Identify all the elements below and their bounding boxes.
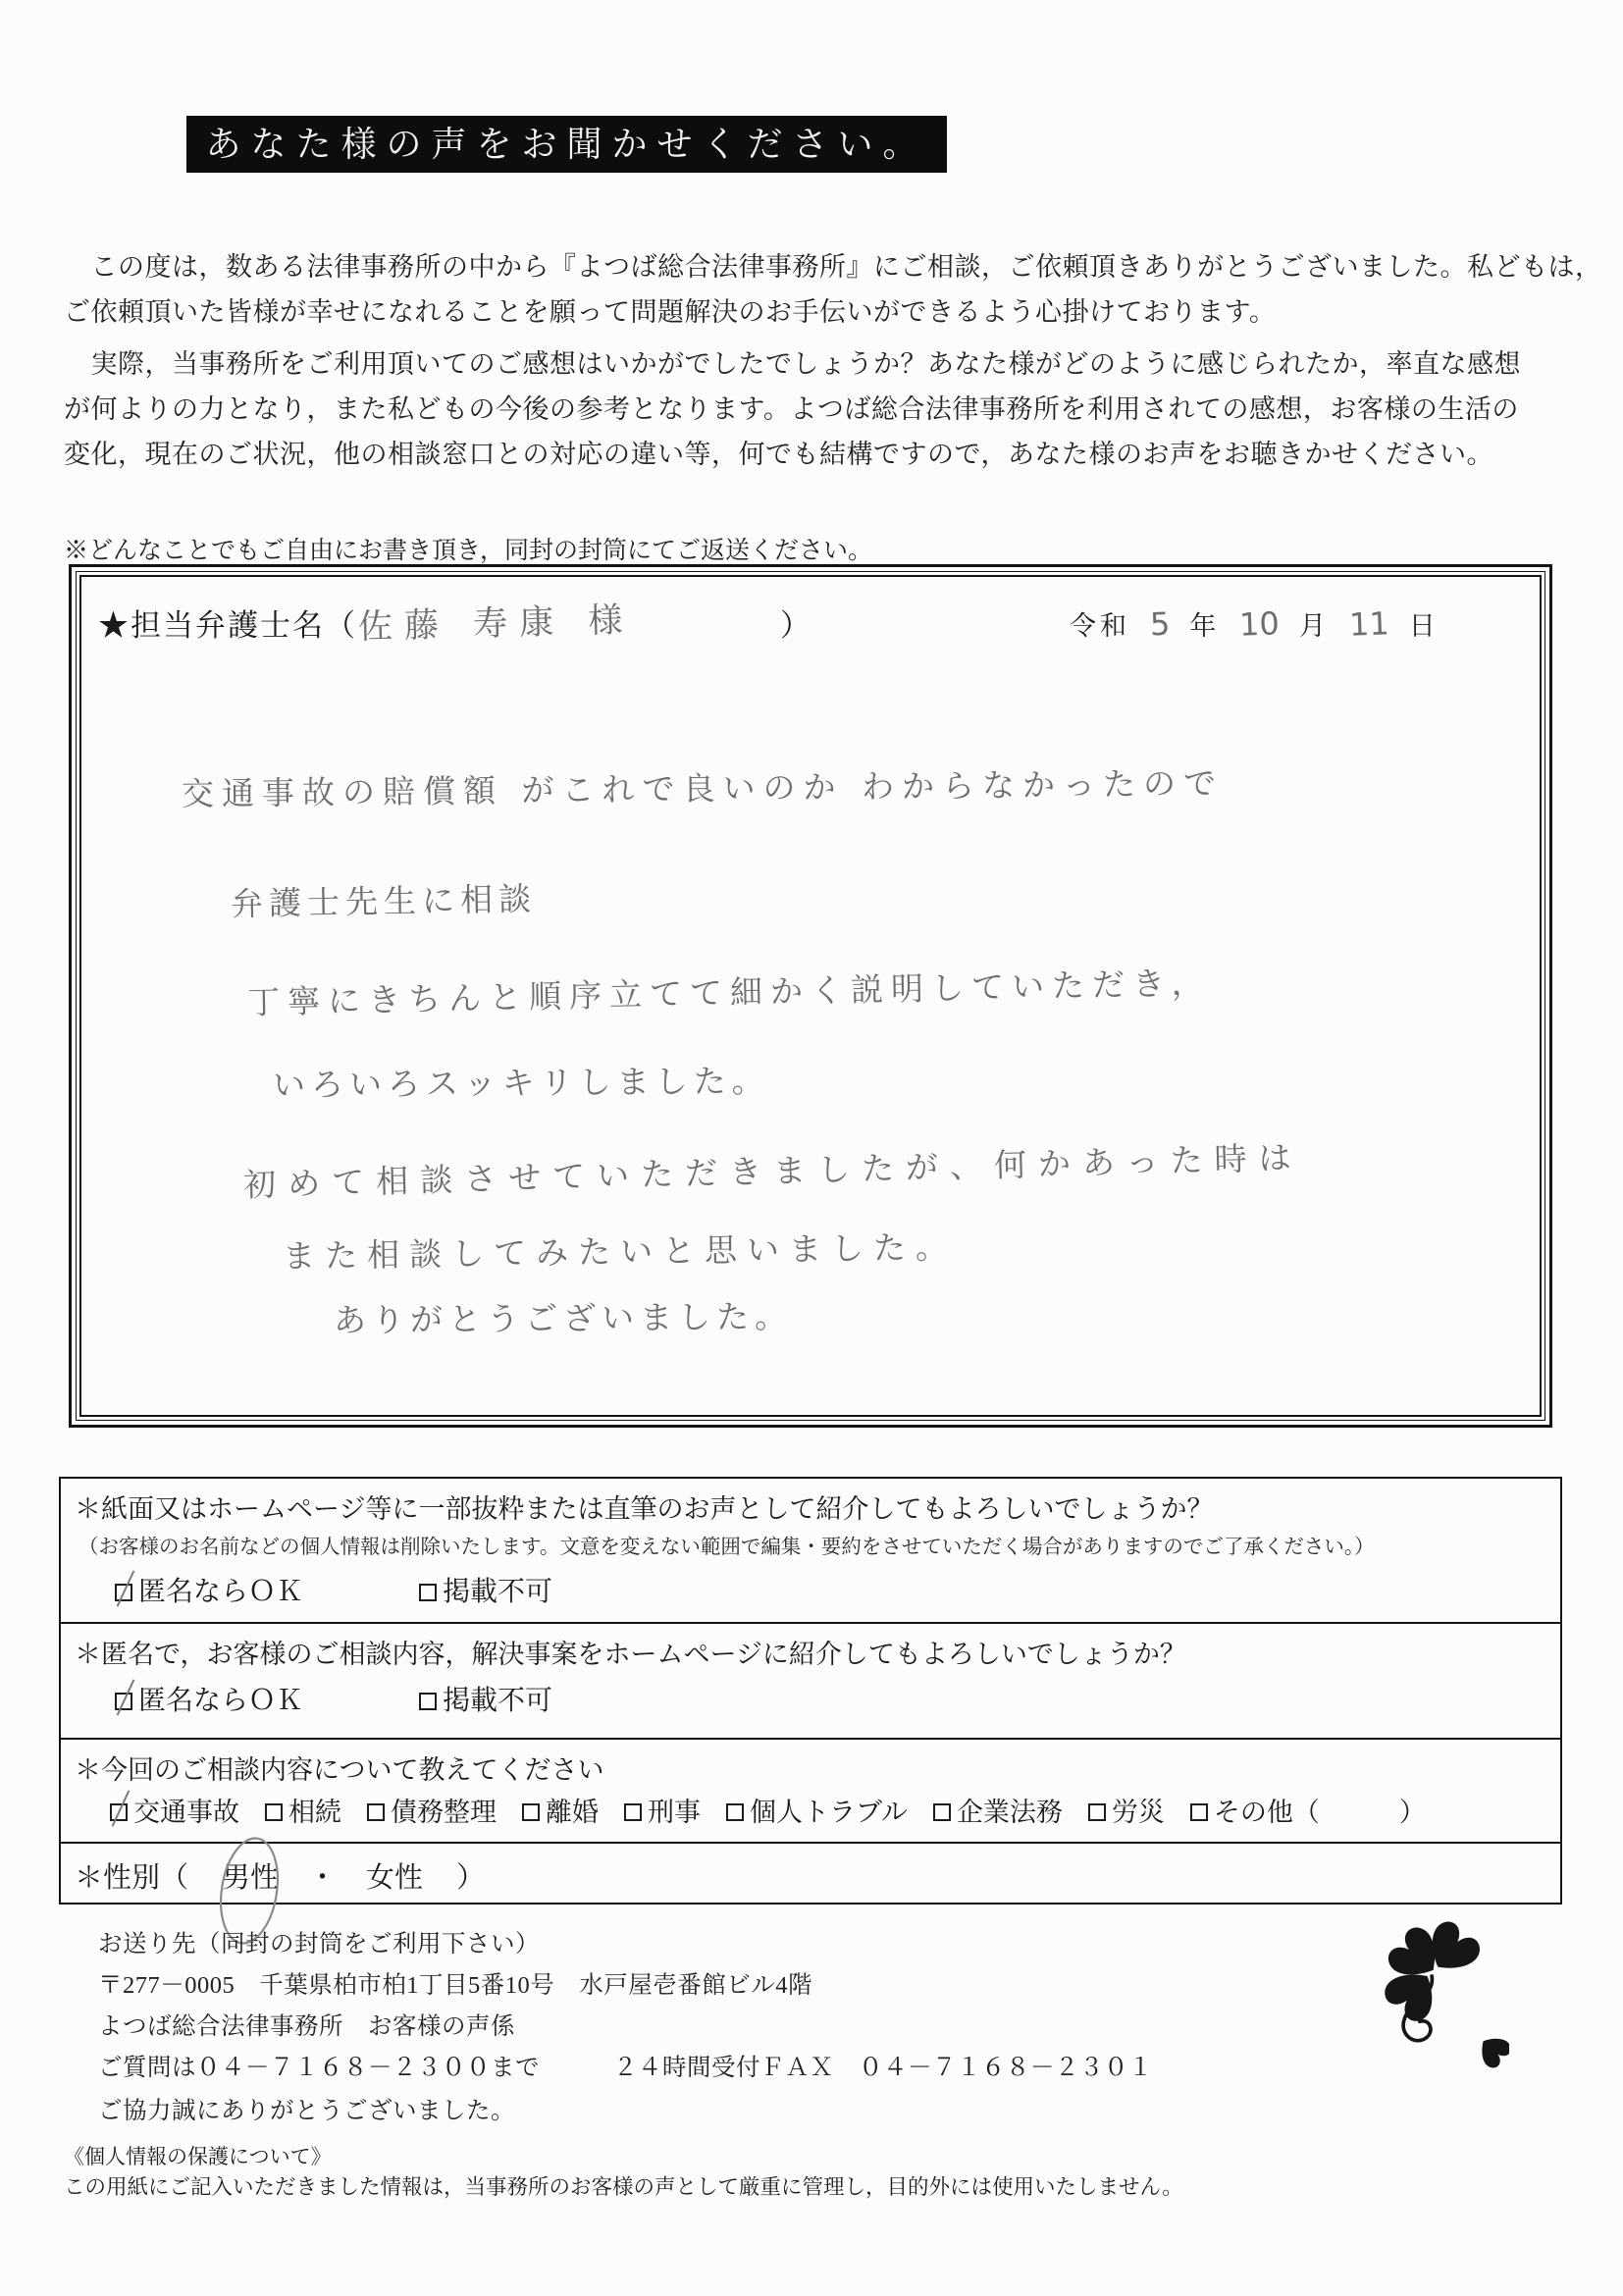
checkbox-empty-icon — [419, 1693, 437, 1710]
gender-female: 女性 — [366, 1862, 424, 1894]
handwriting-line: 初めて相談させていただきましたが、何かあった時は — [242, 1137, 1304, 1205]
option-label: 掲載不可 — [443, 1686, 553, 1716]
question-header: ＊紙面又はホームページ等に一部抜粋または直筆のお声として紹介してもよろしいでしょうか？ — [75, 1494, 1214, 1524]
gender-separator: ・ — [308, 1862, 338, 1894]
handwriting-line: 丁寧にきちんと順序立てて細かく説明していただき， — [246, 963, 1213, 1022]
intro-line: 変化，現在のご状況，他の相談窓口との対応の違い等，何でも結構ですので，あなた様のお声をお聴きかせください。 — [64, 440, 1493, 469]
question-header: ＊匿名で，お客様のご相談内容，解決事案をホームページに紹介してもよろしいでしょうか？ — [75, 1640, 1186, 1669]
topic-divorce: 離婚 — [522, 1791, 599, 1829]
question-options — [115, 1570, 552, 1609]
checkbox-checked-icon — [110, 1803, 128, 1821]
option-anonymous-ok — [115, 1570, 303, 1609]
topic-corporate: 企業法務 — [933, 1791, 1063, 1829]
question-note: （お客様のお名前などの個人情報は削除いたします。文意を変えない範囲で編集・要約をさせていただく場合がありますのでご了承ください。） — [79, 1537, 1375, 1558]
option-label: 匿名ならＯＫ — [138, 1686, 304, 1716]
footer-thanks: ご協力誠にありがとうございました。 — [98, 2098, 515, 2124]
checkbox-empty-icon — [1088, 1803, 1106, 1821]
question-publish-case — [61, 1622, 1560, 1738]
gender-label: ＊性別（ — [75, 1862, 189, 1894]
era-label: 令和 — [1070, 611, 1130, 641]
gender-male: 男性 — [222, 1855, 279, 1896]
checkbox-empty-icon — [933, 1803, 951, 1821]
topic-other: その他（ ） — [1190, 1791, 1426, 1829]
checkbox-empty-icon — [1190, 1803, 1208, 1821]
topic-criminal: 刑事 — [624, 1791, 701, 1829]
question-header: ＊今回のご相談内容について教えてください — [75, 1755, 604, 1785]
question-consult-topic — [61, 1738, 1560, 1842]
topic-personal-trouble: 個人トラブル — [726, 1791, 908, 1829]
option-label: 匿名ならＯＫ — [138, 1577, 304, 1607]
footer-line: お送り先（同封の封筒をご利用下さい） — [98, 1931, 540, 1957]
questions-table — [59, 1477, 1562, 1905]
option-label: 掲載不可 — [443, 1577, 553, 1607]
question-publish-excerpt — [61, 1479, 1560, 1622]
intro-line: この度は，数ある法律事務所の中から『よつば総合法律事務所』にご相談，ご依頼頂きありがとうございました。私どもは， — [64, 252, 1602, 282]
year-value-handwritten: 5 — [1149, 604, 1172, 644]
lawyer-name-handwritten: 佐藤 寿康 様 — [357, 600, 635, 648]
checkbox-checked-icon — [115, 1584, 132, 1601]
handwriting-line: また相談してみたいと思いました。 — [282, 1227, 959, 1276]
checkbox-empty-icon — [265, 1803, 283, 1821]
topic-traffic-accident: 交通事故 — [110, 1791, 239, 1829]
footer-address: 〒277－0005 千葉県柏市柏1丁目5番10号 水戸屋壱番館ビル4階 — [98, 1972, 812, 1999]
handwriting-line: 交通事故の賠償額 がこれで良いのか わからなかったので — [181, 763, 1225, 813]
lawyer-name-paren: ） — [780, 608, 811, 643]
question-options — [115, 1679, 552, 1718]
checkbox-empty-icon — [624, 1803, 642, 1821]
privacy-title: 《個人情報の保護について》 — [64, 2145, 332, 2168]
checkbox-empty-icon — [367, 1803, 385, 1821]
page-title: あなた様の声をお聞かせください。 — [186, 116, 947, 173]
intro-line: 実際，当事務所をご利用頂いてのご感想はいかがでしたでしょうか？あなた様がどのように感じられたか，率直な感想 — [64, 349, 1521, 379]
month-unit: 月 — [1299, 611, 1331, 641]
intro-line: ご依頼頂いた皆様が幸せになれることを願って問題解決のお手伝いができるよう心掛けております。 — [64, 297, 1277, 327]
lawyer-name-label: ★担当弁護士名（ — [98, 608, 357, 643]
option-no-publish — [419, 1679, 552, 1718]
clover-logo-icon — [1342, 1906, 1509, 2068]
topic-inheritance: 相続 — [265, 1791, 341, 1829]
year-unit: 年 — [1189, 611, 1221, 641]
day-value-handwritten: 11 — [1348, 604, 1390, 644]
checkbox-checked-icon — [115, 1693, 132, 1710]
handwriting-line: いろいろスッキリしました。 — [272, 1061, 770, 1105]
checkbox-empty-icon — [726, 1803, 744, 1821]
gender-row — [75, 1855, 485, 1896]
question-gender — [61, 1842, 1560, 1903]
topic-debt: 債務整理 — [367, 1791, 497, 1829]
footer-office: よつば総合法律事務所 お客様の声係 — [98, 2013, 515, 2040]
footer-phone-fax: ご質問は０４－７１６８－２３００まで ２４時間受付ＦＡＸ ０４－７１６８－２３０１ — [98, 2055, 1153, 2081]
option-no-publish — [419, 1570, 552, 1609]
month-value-handwritten: 10 — [1238, 604, 1281, 644]
return-instruction: ※どんなことでもご自由にお書き頂き，同封の封筒にてご返送ください。 — [64, 538, 873, 564]
privacy-body: この用紙にご記入いただきました情報は，当事務所のお客様の声として厳重に管理し，目的外には使用いたしません。 — [64, 2175, 1183, 2199]
topic-labor-accident: 労災 — [1088, 1791, 1165, 1829]
intro-line: が何よりの力となり，また私どもの今後の参考となります。よつば総合法律事務所を利用されての感想，お客様の生活の — [64, 394, 1519, 424]
checkbox-empty-icon — [419, 1584, 437, 1601]
day-unit: 日 — [1408, 611, 1440, 641]
gender-label-close: ） — [456, 1862, 486, 1894]
option-anonymous-ok — [115, 1679, 303, 1718]
checkbox-empty-icon — [522, 1803, 540, 1821]
topic-options — [110, 1791, 1426, 1829]
date-field — [1070, 604, 1440, 643]
handwriting-line: 弁護士先生に相談 — [230, 879, 538, 923]
handwriting-line: ありがとうございました。 — [333, 1296, 794, 1340]
